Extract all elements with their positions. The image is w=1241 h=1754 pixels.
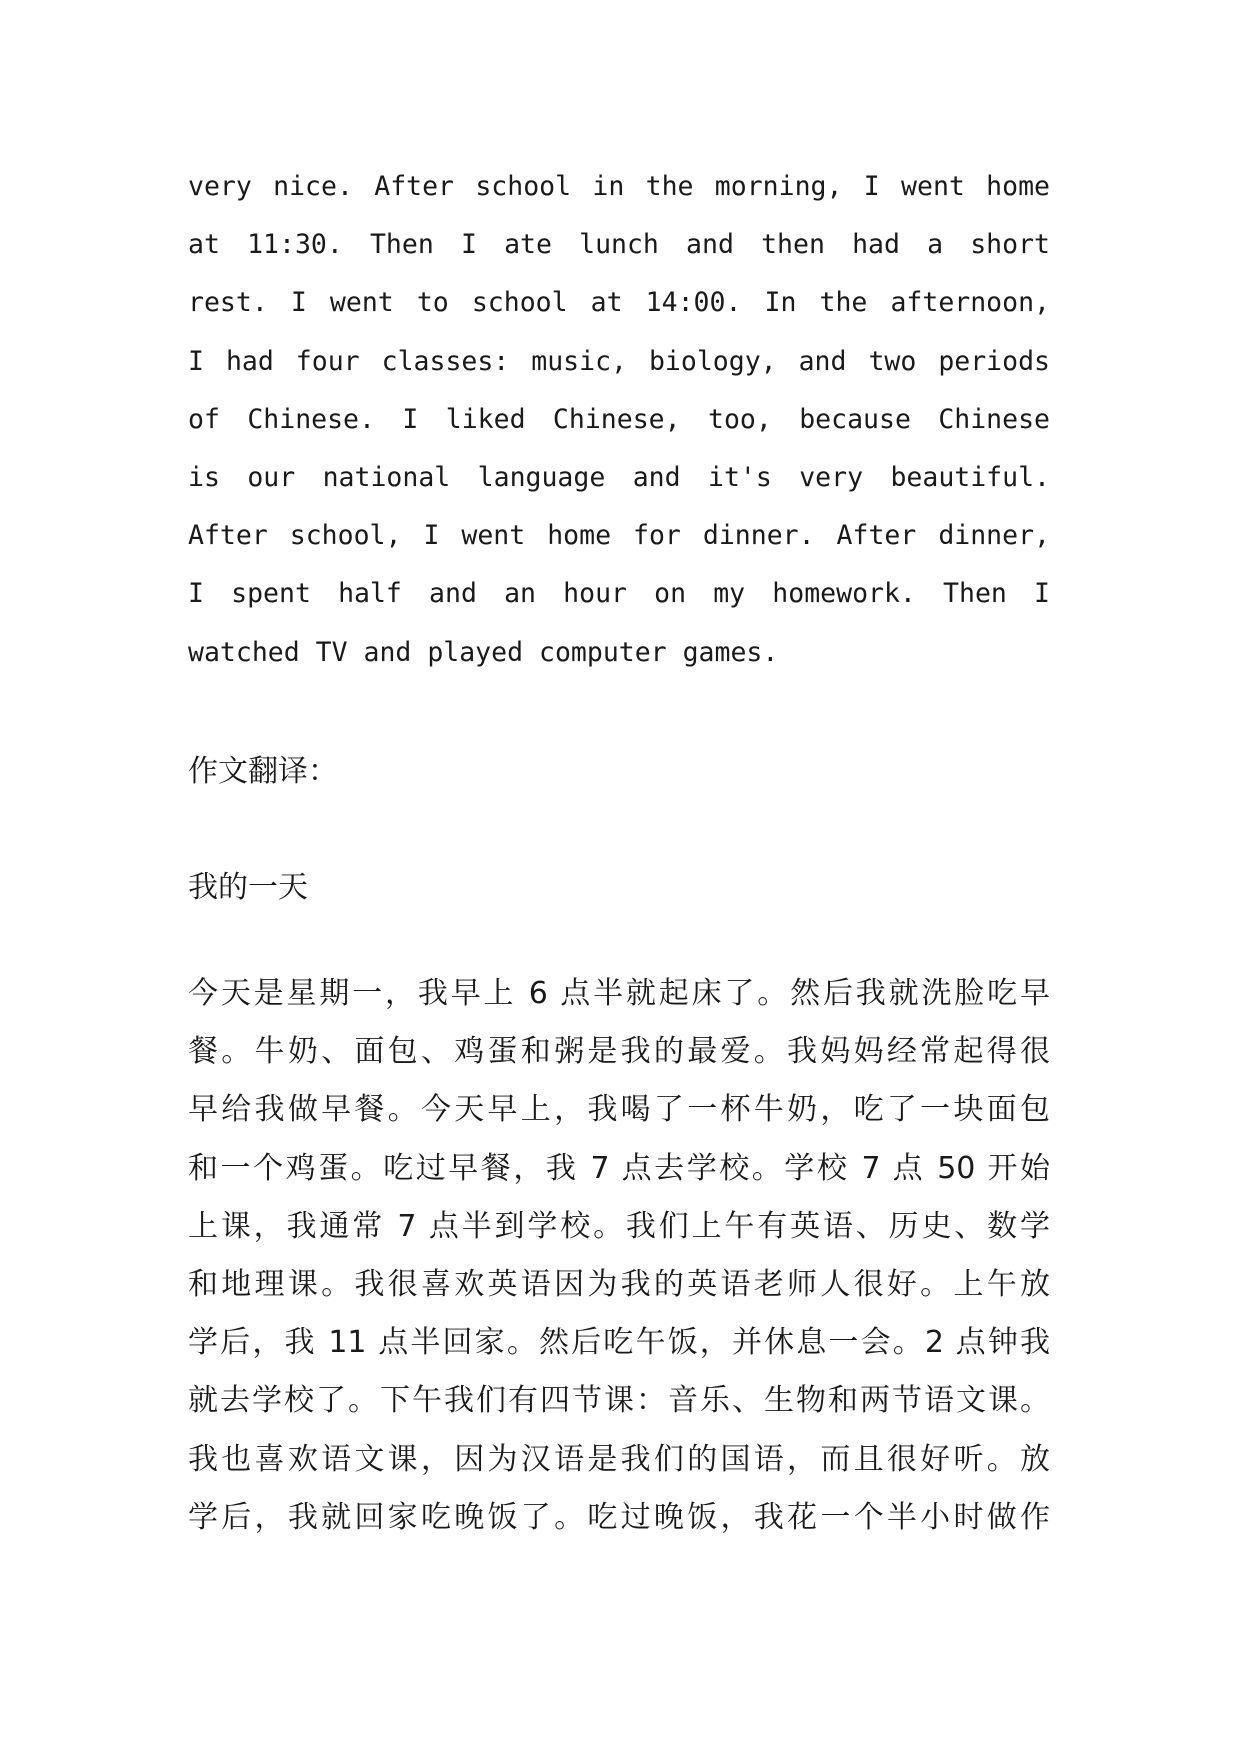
translation-heading: 作文翻译：	[188, 754, 338, 789]
chinese-translation	[188, 965, 1050, 1547]
chinese-line-8: 就去学校了。下午我们有四节课：音乐、生物和两节语文课。	[188, 1383, 1050, 1419]
chinese-line-5: 上课，我通常 7 点半到学校。我们上午有英语、历史、数学	[188, 1208, 1050, 1244]
english-line-6: is our national language and it's very beautiful.	[188, 461, 1050, 493]
english-line-4: I had four classes: music, biology, and two periods	[188, 345, 1050, 377]
english-line-1: very nice. After school in the morning, I went home	[188, 171, 1050, 202]
chinese-line-10: 学后，我就回家吃晚饭了。吃过晚饭，我花一个半小时做作	[188, 1499, 1050, 1535]
english-line-8: I spent half and an hour on my homework. Then I	[188, 578, 1050, 610]
english-essay	[188, 158, 1050, 682]
english-line-3: rest. I went to school at 14:00. In the afternoon,	[188, 287, 1050, 319]
english-line-5: of Chinese. I liked Chinese, too, because Chinese	[188, 403, 1050, 435]
chinese-line-9: 我也喜欢语文课，因为汉语是我们的国语，而且很好听。放	[188, 1441, 1050, 1477]
chinese-line-7: 学后，我 11 点半回家。然后吃午饭，并休息一会。2 点钟我	[188, 1325, 1050, 1361]
chinese-line-1: 今天是星期一，我早上 6 点半就起床了。然后我就洗脸吃早	[188, 976, 1050, 1011]
english-line-2: at 11:30. Then I ate lunch and then had a short	[188, 229, 1050, 261]
english-line-9: watched TV and played computer games.	[188, 636, 779, 668]
chinese-line-4: 和一个鸡蛋。吃过早餐，我 7 点去学校。学校 7 点 50 开始	[188, 1150, 1050, 1186]
english-line-7: After school, I went home for dinner. After dinner,	[188, 520, 1050, 552]
chinese-line-2: 餐。牛奶、面包、鸡蛋和粥是我的最爱。我妈妈经常起得很	[188, 1034, 1050, 1070]
translation-title: 我的一天	[188, 870, 308, 905]
chinese-line-3: 早给我做早餐。今天早上，我喝了一杯牛奶，吃了一块面包	[188, 1092, 1050, 1128]
chinese-line-6: 和地理课。我很喜欢英语因为我的英语老师人很好。上午放	[188, 1266, 1050, 1302]
